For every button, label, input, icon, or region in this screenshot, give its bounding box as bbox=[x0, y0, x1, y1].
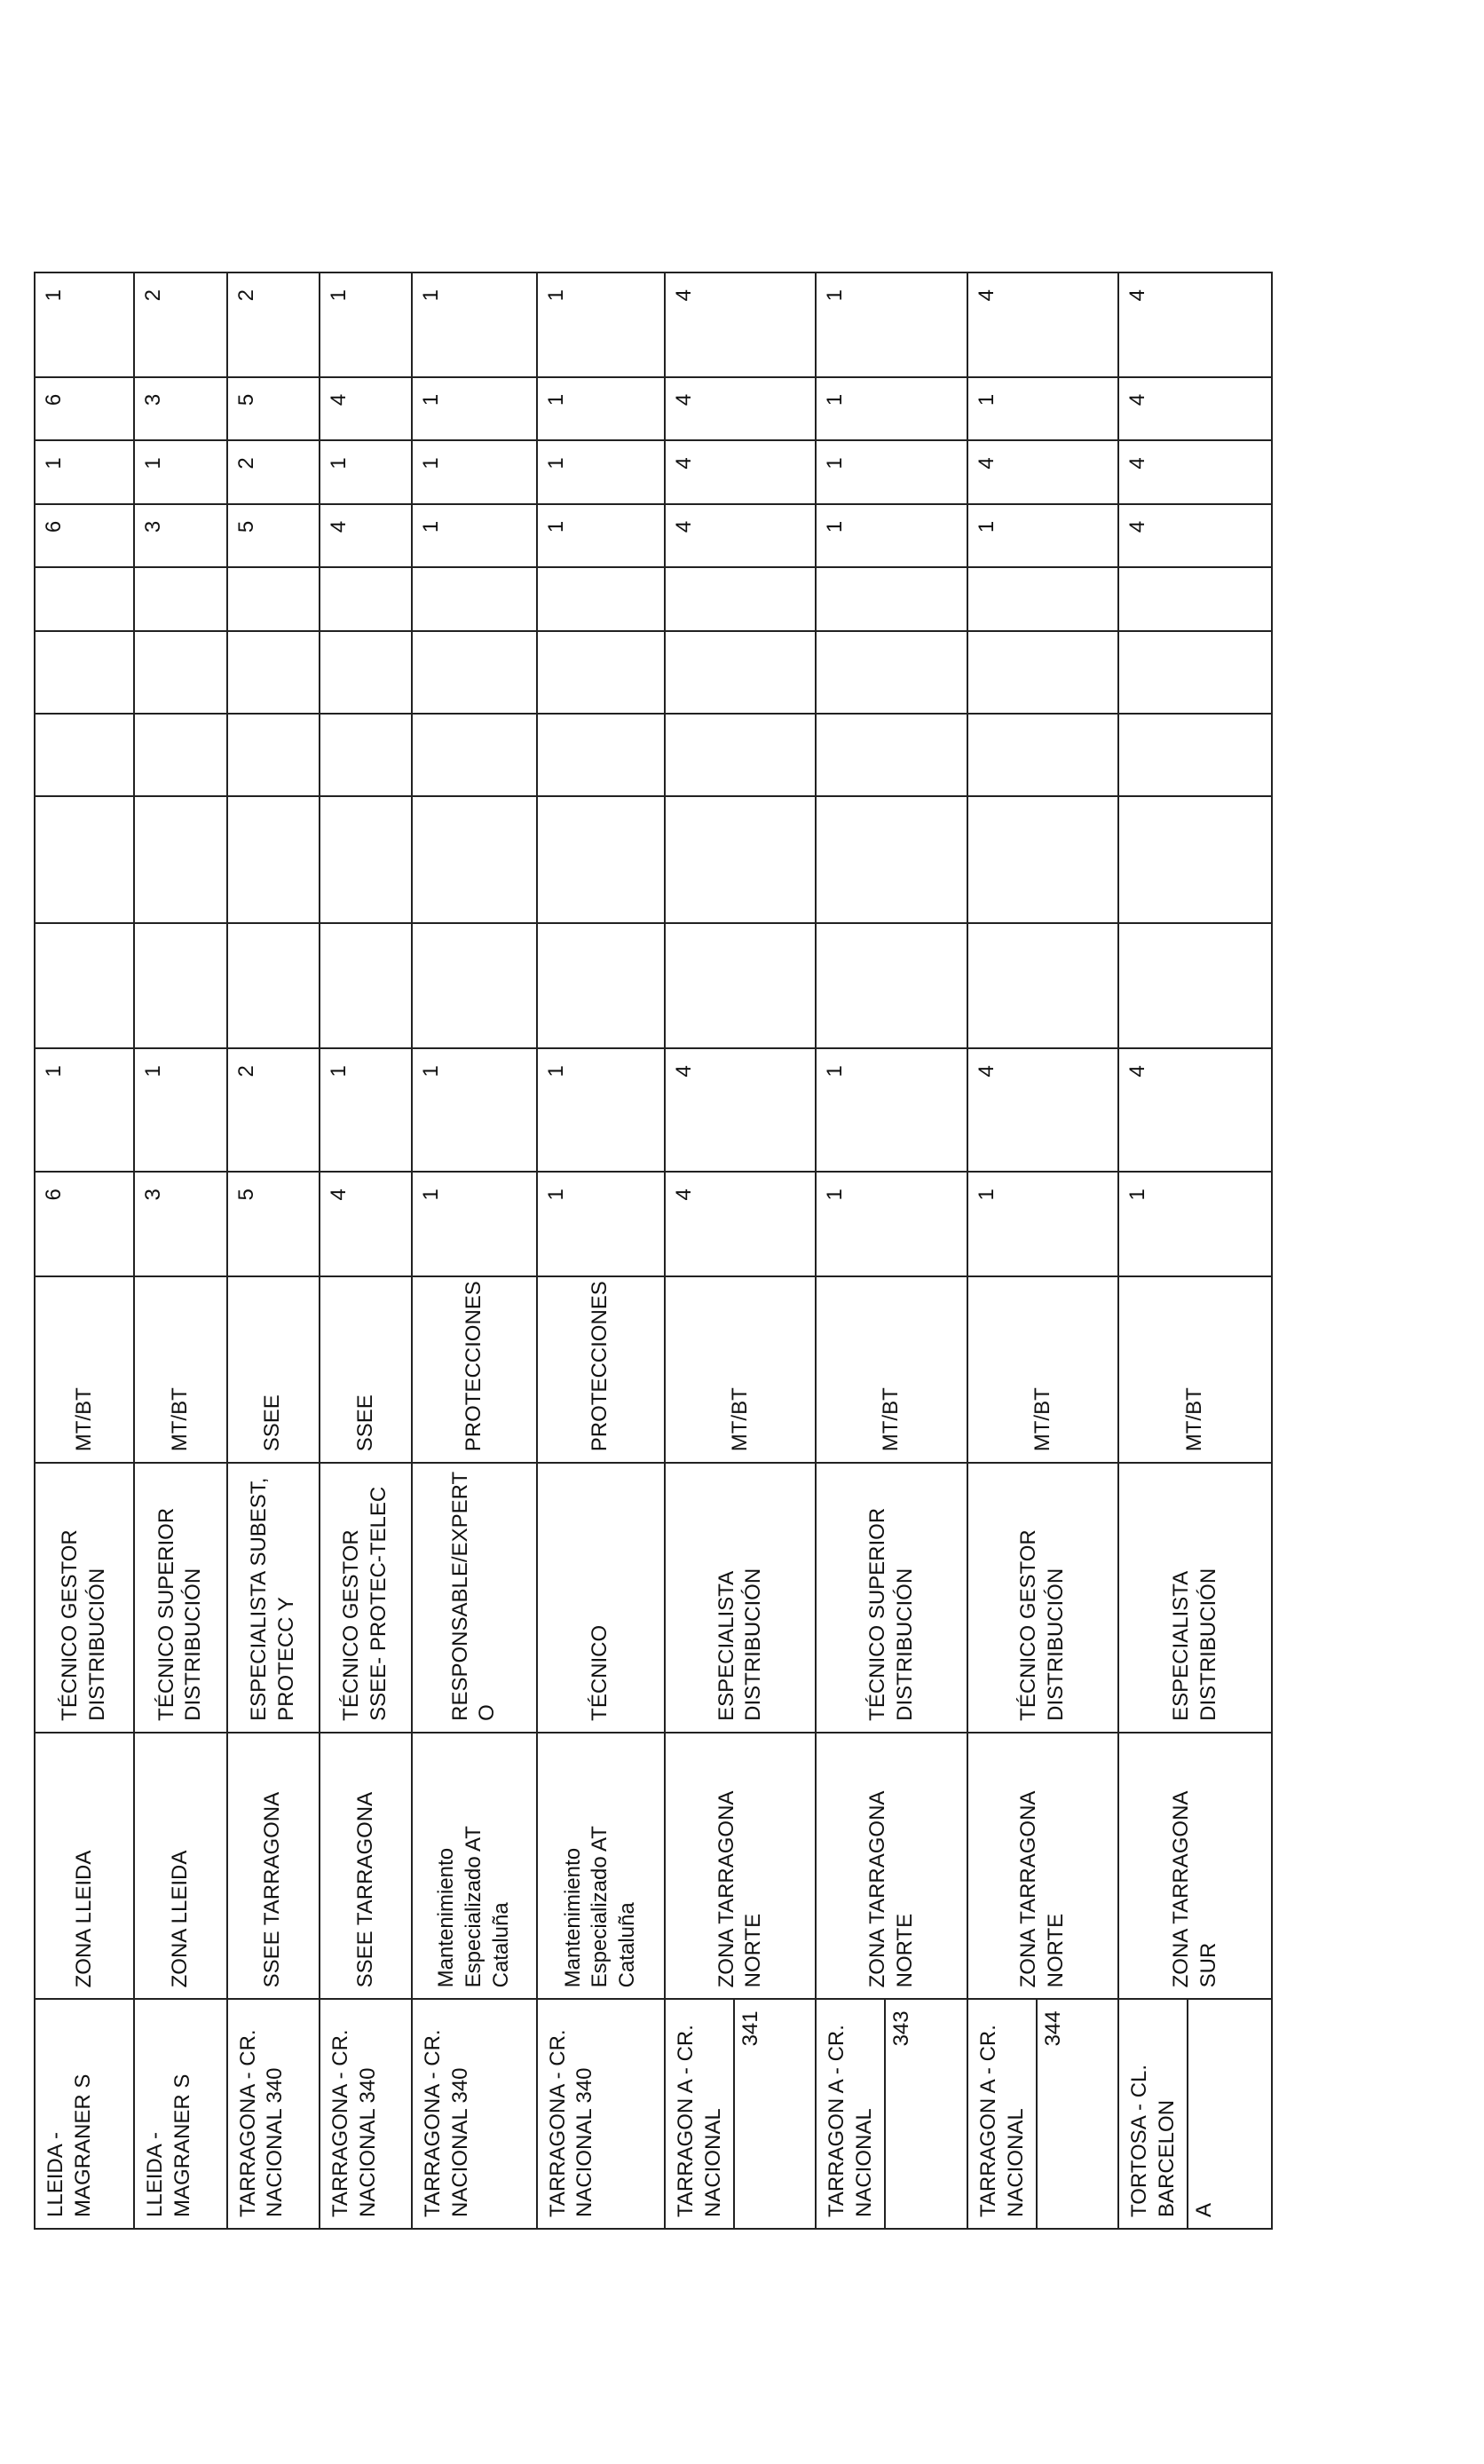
type-cell: PROTECCIONES bbox=[412, 1276, 536, 1464]
empty-cell bbox=[227, 567, 320, 631]
count-cell: 5 bbox=[227, 1172, 320, 1276]
empty-cell bbox=[665, 923, 816, 1048]
job-title-cell: TÉCNICO bbox=[537, 1463, 665, 1733]
empty-cell bbox=[967, 796, 1118, 923]
area-cell: SSEE TARRAGONA bbox=[320, 1733, 412, 2000]
empty-cell bbox=[412, 631, 536, 714]
count-cell: 4 bbox=[665, 440, 816, 504]
type-cell: MT/BT bbox=[816, 1276, 967, 1464]
area-cell: ZONA TARRAGONA NORTE bbox=[967, 1733, 1118, 2000]
table-row bbox=[35, 272, 134, 2229]
location-cell bbox=[816, 1999, 967, 2229]
empty-cell bbox=[35, 796, 134, 923]
location-cell bbox=[967, 1999, 1118, 2229]
count-cell: 2 bbox=[227, 272, 320, 377]
location-name: TARRAGONA - CR. NACIONAL 340 bbox=[421, 2029, 472, 2217]
location-name: LLEIDA - MAGRANER S bbox=[43, 2073, 95, 2217]
area-cell: ZONA TARRAGONA SUR bbox=[1118, 1733, 1272, 2000]
table-row bbox=[665, 272, 816, 2229]
area-cell: ZONA TARRAGONA NORTE bbox=[816, 1733, 967, 2000]
area-cell: Mantenimiento Especializado AT Cataluña bbox=[412, 1733, 536, 2000]
empty-cell bbox=[320, 631, 412, 714]
location-cell bbox=[227, 1999, 320, 2229]
empty-cell bbox=[227, 714, 320, 796]
location-suffix: A bbox=[1187, 2000, 1220, 2228]
empty-cell bbox=[665, 796, 816, 923]
area-cell: ZONA LLEIDA bbox=[35, 1733, 134, 2000]
count-cell: 1 bbox=[537, 1048, 665, 1172]
count-cell: 1 bbox=[816, 1172, 967, 1276]
count-cell: 4 bbox=[1118, 1048, 1272, 1172]
count-cell: 1 bbox=[35, 440, 134, 504]
empty-cell bbox=[134, 631, 226, 714]
type-cell: MT/BT bbox=[967, 1276, 1118, 1464]
count-cell: 2 bbox=[227, 1048, 320, 1172]
job-title-cell: TÉCNICO GESTOR SSEE- PROTEC-TELEC bbox=[320, 1463, 412, 1733]
empty-cell bbox=[35, 567, 134, 631]
count-cell: 1 bbox=[816, 440, 967, 504]
empty-cell bbox=[537, 923, 665, 1048]
count-cell: 3 bbox=[134, 504, 226, 568]
empty-cell bbox=[967, 923, 1118, 1048]
count-cell: 3 bbox=[134, 1172, 226, 1276]
count-cell: 1 bbox=[320, 1048, 412, 1172]
count-cell: 6 bbox=[35, 1172, 134, 1276]
empty-cell bbox=[35, 714, 134, 796]
count-cell: 3 bbox=[134, 377, 226, 441]
empty-cell bbox=[967, 631, 1118, 714]
empty-cell bbox=[816, 923, 967, 1048]
location-cell bbox=[665, 1999, 816, 2229]
empty-cell bbox=[1118, 796, 1272, 923]
count-cell: 5 bbox=[227, 504, 320, 568]
count-cell: 4 bbox=[967, 272, 1118, 377]
empty-cell bbox=[967, 567, 1118, 631]
location-name: TARRAGON A - CR. NACIONAL bbox=[975, 2025, 1028, 2217]
area-cell: Mantenimiento Especializado AT Cataluña bbox=[537, 1733, 665, 2000]
table-row bbox=[967, 272, 1118, 2229]
empty-cell bbox=[1118, 714, 1272, 796]
table-row bbox=[227, 272, 320, 2229]
location-cell bbox=[412, 1999, 536, 2229]
table-row bbox=[320, 272, 412, 2229]
count-cell: 4 bbox=[665, 377, 816, 441]
location-cell bbox=[134, 1999, 226, 2229]
location-name: TORTOSA - CL. BARCELON bbox=[1127, 2064, 1180, 2217]
empty-cell bbox=[134, 714, 226, 796]
count-cell: 2 bbox=[134, 272, 226, 377]
count-cell: 1 bbox=[134, 1048, 226, 1172]
empty-cell bbox=[816, 796, 967, 923]
count-cell: 1 bbox=[816, 272, 967, 377]
empty-cell bbox=[134, 796, 226, 923]
job-title-cell: TÉCNICO GESTOR DISTRIBUCIÓN bbox=[35, 1463, 134, 1733]
type-cell: MT/BT bbox=[35, 1276, 134, 1464]
empty-cell bbox=[134, 923, 226, 1048]
count-cell: 6 bbox=[35, 377, 134, 441]
rotated-page bbox=[34, 272, 1273, 2230]
count-cell: 6 bbox=[35, 504, 134, 568]
count-cell: 4 bbox=[1118, 504, 1272, 568]
empty-cell bbox=[1118, 631, 1272, 714]
empty-cell bbox=[320, 567, 412, 631]
empty-cell bbox=[537, 567, 665, 631]
location-name: TARRAGON A - CR. NACIONAL bbox=[825, 2025, 877, 2217]
empty-cell bbox=[35, 631, 134, 714]
count-cell: 1 bbox=[967, 1172, 1118, 1276]
job-title-cell: ESPECIALISTA DISTRIBUCIÓN bbox=[665, 1463, 816, 1733]
count-cell: 1 bbox=[537, 272, 665, 377]
location-name: TARRAGONA - CR. NACIONAL 340 bbox=[328, 2029, 380, 2217]
empty-cell bbox=[816, 567, 967, 631]
count-cell: 1 bbox=[816, 1048, 967, 1172]
count-cell: 5 bbox=[227, 377, 320, 441]
location-cell bbox=[1118, 1999, 1272, 2229]
count-cell: 1 bbox=[35, 272, 134, 377]
type-cell: PROTECCIONES bbox=[537, 1276, 665, 1464]
count-cell: 4 bbox=[320, 377, 412, 441]
count-cell: 4 bbox=[665, 504, 816, 568]
empty-cell bbox=[320, 923, 412, 1048]
empty-cell bbox=[1118, 923, 1272, 1048]
empty-cell bbox=[320, 714, 412, 796]
empty-cell bbox=[227, 631, 320, 714]
empty-cell bbox=[412, 923, 536, 1048]
count-cell: 4 bbox=[665, 272, 816, 377]
count-cell: 1 bbox=[816, 377, 967, 441]
count-cell: 1 bbox=[412, 272, 536, 377]
empty-cell bbox=[412, 796, 536, 923]
location-suffix: 343 bbox=[884, 2000, 918, 2228]
empty-cell bbox=[665, 714, 816, 796]
empty-cell bbox=[227, 796, 320, 923]
count-cell: 1 bbox=[412, 440, 536, 504]
count-cell: 1 bbox=[537, 377, 665, 441]
job-title-cell: RESPONSABLE/EXPERT O bbox=[412, 1463, 536, 1733]
empty-cell bbox=[412, 714, 536, 796]
count-cell: 4 bbox=[967, 440, 1118, 504]
count-cell: 1 bbox=[320, 272, 412, 377]
empty-cell bbox=[1118, 567, 1272, 631]
location-name: TARRAGONA - CR. NACIONAL 340 bbox=[545, 2029, 597, 2217]
count-cell: 1 bbox=[320, 440, 412, 504]
count-cell: 1 bbox=[537, 1172, 665, 1276]
table-row bbox=[537, 272, 665, 2229]
empty-cell bbox=[134, 567, 226, 631]
empty-cell bbox=[816, 631, 967, 714]
job-title-cell: TÉCNICO SUPERIOR DISTRIBUCIÓN bbox=[816, 1463, 967, 1733]
type-cell: MT/BT bbox=[1118, 1276, 1272, 1464]
job-title-cell: ESPECIALISTA DISTRIBUCIÓN bbox=[1118, 1463, 1272, 1733]
count-cell: 1 bbox=[412, 377, 536, 441]
area-cell: ZONA LLEIDA bbox=[134, 1733, 226, 2000]
count-cell: 1 bbox=[134, 440, 226, 504]
count-cell: 4 bbox=[665, 1172, 816, 1276]
count-cell: 1 bbox=[967, 504, 1118, 568]
table-row bbox=[816, 272, 967, 2229]
count-cell: 1 bbox=[35, 1048, 134, 1172]
table-row bbox=[134, 272, 226, 2229]
location-cell bbox=[537, 1999, 665, 2229]
type-cell: SSEE bbox=[227, 1276, 320, 1464]
count-cell: 1 bbox=[1118, 1172, 1272, 1276]
type-cell: MT/BT bbox=[665, 1276, 816, 1464]
empty-cell bbox=[816, 714, 967, 796]
type-cell: MT/BT bbox=[134, 1276, 226, 1464]
location-cell bbox=[320, 1999, 412, 2229]
count-cell: 1 bbox=[967, 377, 1118, 441]
count-cell: 4 bbox=[1118, 272, 1272, 377]
count-cell: 4 bbox=[665, 1048, 816, 1172]
count-cell: 4 bbox=[1118, 377, 1272, 441]
location-name: TARRAGONA - CR. NACIONAL 340 bbox=[235, 2029, 288, 2217]
empty-cell bbox=[320, 796, 412, 923]
job-title-cell: TÉCNICO SUPERIOR DISTRIBUCIÓN bbox=[134, 1463, 226, 1733]
empty-cell bbox=[227, 923, 320, 1048]
count-cell: 1 bbox=[537, 440, 665, 504]
job-title-cell: ESPECIALISTA SUBEST, PROTECC Y bbox=[227, 1463, 320, 1733]
count-cell: 1 bbox=[412, 1048, 536, 1172]
empty-cell bbox=[665, 631, 816, 714]
location-suffix: 341 bbox=[733, 2000, 767, 2228]
count-cell: 4 bbox=[1118, 440, 1272, 504]
empty-cell bbox=[537, 796, 665, 923]
location-suffix: 344 bbox=[1036, 2000, 1070, 2228]
empty-cell bbox=[35, 923, 134, 1048]
count-cell: 1 bbox=[537, 504, 665, 568]
staff-table bbox=[34, 272, 1273, 2230]
location-cell bbox=[35, 1999, 134, 2229]
area-cell: ZONA TARRAGONA NORTE bbox=[665, 1733, 816, 2000]
count-cell: 4 bbox=[967, 1048, 1118, 1172]
empty-cell bbox=[967, 714, 1118, 796]
count-cell: 2 bbox=[227, 440, 320, 504]
area-cell: SSEE TARRAGONA bbox=[227, 1733, 320, 2000]
table-row bbox=[1118, 272, 1272, 2229]
empty-cell bbox=[537, 631, 665, 714]
count-cell: 1 bbox=[816, 504, 967, 568]
count-cell: 1 bbox=[412, 504, 536, 568]
job-title-cell: TÉCNICO GESTOR DISTRIBUCIÓN bbox=[967, 1463, 1118, 1733]
empty-cell bbox=[537, 714, 665, 796]
empty-cell bbox=[665, 567, 816, 631]
count-cell: 4 bbox=[320, 1172, 412, 1276]
location-name: TARRAGON A - CR. NACIONAL bbox=[674, 2025, 725, 2217]
type-cell: SSEE bbox=[320, 1276, 412, 1464]
table-row bbox=[412, 272, 536, 2229]
location-name: LLEIDA - MAGRANER S bbox=[143, 2073, 195, 2217]
count-cell: 1 bbox=[412, 1172, 536, 1276]
count-cell: 4 bbox=[320, 504, 412, 568]
empty-cell bbox=[412, 567, 536, 631]
